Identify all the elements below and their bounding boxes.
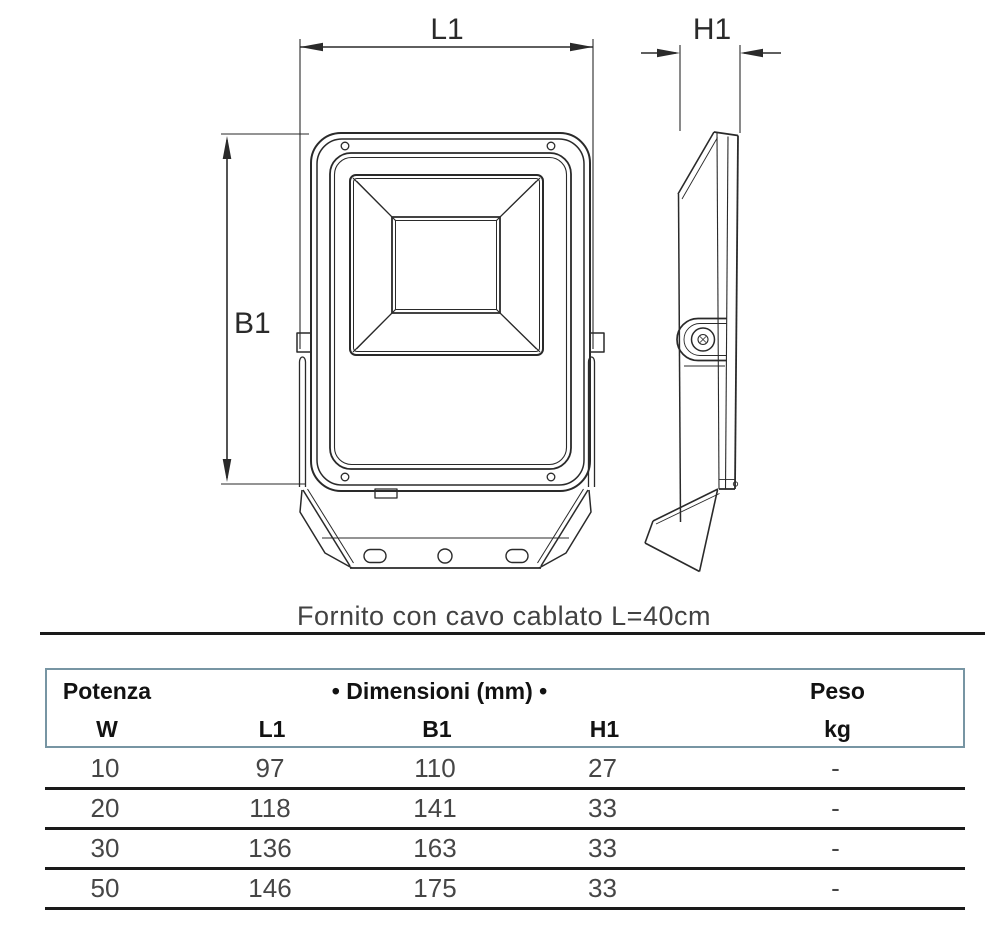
supply-note: Fornito con cavo cablato L=40cm xyxy=(297,601,711,631)
arrowhead-right-icon xyxy=(657,49,680,58)
cell-l1: 118 xyxy=(249,793,291,823)
arrowhead-left-icon xyxy=(740,49,763,58)
cell-l1: 136 xyxy=(248,833,292,863)
l1-label: L1 xyxy=(430,13,464,46)
table-row xyxy=(45,870,965,910)
body-outline xyxy=(311,133,590,491)
table-body xyxy=(45,750,965,910)
dimension-h1 xyxy=(641,13,781,133)
cell-weight: - xyxy=(831,833,840,863)
mounting-slot-left xyxy=(364,550,386,563)
cell-power: 20 xyxy=(90,793,120,823)
table-row xyxy=(45,750,965,790)
pivot-tabs xyxy=(297,333,604,352)
front-bezel xyxy=(330,153,571,469)
side-bracket-foot xyxy=(645,489,720,572)
led-window xyxy=(392,217,500,313)
arrowhead-up-icon xyxy=(223,136,232,159)
cell-h1: 33 xyxy=(588,873,617,903)
floodlight-side-view xyxy=(645,132,738,572)
col-subheader-l1: L1 xyxy=(258,716,286,742)
cell-h1: 33 xyxy=(588,833,617,863)
cell-l1: 146 xyxy=(248,873,292,903)
cell-weight: - xyxy=(831,873,840,903)
table-row xyxy=(45,790,965,830)
col-header-dimensioni: • Dimensioni (mm) • xyxy=(331,678,548,704)
col-header-peso: Peso xyxy=(810,678,865,704)
cell-power: 50 xyxy=(90,873,120,903)
h1-label: H1 xyxy=(692,13,732,46)
cell-b1: 141 xyxy=(413,793,457,823)
pivot-knob xyxy=(677,319,727,367)
cell-power: 10 xyxy=(90,753,120,783)
b1-label: B1 xyxy=(234,307,271,340)
cell-h1: 33 xyxy=(588,793,617,823)
col-subheader-kg: kg xyxy=(824,716,851,742)
mounting-hole-center xyxy=(438,549,452,563)
cell-power: 30 xyxy=(90,833,120,863)
cell-b1: 110 xyxy=(414,753,456,783)
floodlight-front-view xyxy=(297,133,604,568)
spec-table xyxy=(45,668,965,910)
col-subheader-b1: B1 xyxy=(422,716,452,742)
cell-l1: 97 xyxy=(255,753,285,783)
cell-h1: 27 xyxy=(588,753,617,783)
col-subheader-h1: H1 xyxy=(589,716,620,742)
section-divider xyxy=(40,632,985,635)
arrowhead-right-icon xyxy=(570,43,593,52)
col-subheader-w: W xyxy=(96,716,118,742)
col-header-potenza: Potenza xyxy=(62,678,152,704)
dimension-b1 xyxy=(221,134,309,484)
cell-b1: 163 xyxy=(413,833,457,863)
arrowhead-down-icon xyxy=(223,459,232,482)
table-row xyxy=(45,830,965,870)
corner-screws xyxy=(341,142,555,481)
cell-b1: 175 xyxy=(413,873,457,903)
table-header xyxy=(45,668,965,748)
mounting-bracket xyxy=(300,489,591,568)
arrowhead-left-icon xyxy=(300,43,323,52)
cell-weight: - xyxy=(831,753,840,783)
cell-weight: - xyxy=(831,793,840,823)
mounting-slot-right xyxy=(506,550,528,563)
dimension-l1 xyxy=(300,13,593,349)
lens-assembly xyxy=(350,175,543,355)
